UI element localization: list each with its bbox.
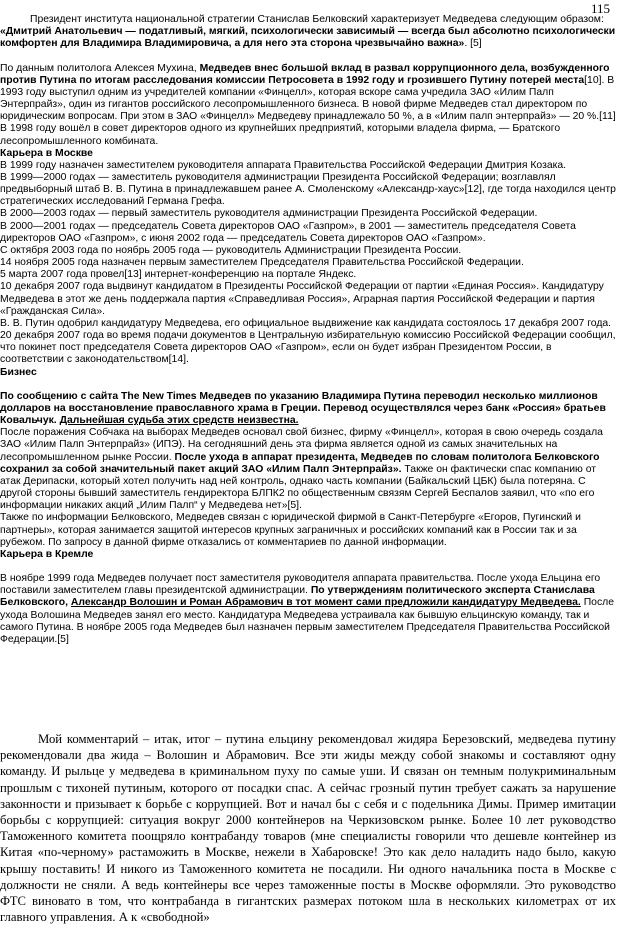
- career-item: 5 марта 2007 года провел[13] интернет-конференцию на портале Яндекс.: [0, 269, 357, 281]
- text-run: После поражения Собчака на выборах Медведев основал свой бизнес, фирму «Финцелл», которая в свою очередь создала ЗАО «Илим Палп Энтерпрайз» (ИПЭ). На сегодняшний день эта фирма является одной из самых значительных на лесопромышленном рынке России.: [0, 427, 603, 463]
- paragraph-new-times: [0, 391, 616, 427]
- bold-text: Медведев внес большой вклад в развал коррупционного дела, возбужденного против Путина по итогам расследования комиссии Петросовета в 1992 году и грозившего Путину потерей места: [0, 62, 610, 86]
- blank-line: [0, 50, 616, 62]
- paragraph-kremlin: [0, 573, 616, 646]
- career-item: В 2000—2001 годах — председатель Совета директоров ОАО «Газпром», в 2001 — заместитель председателя Совета директоров ОАО «Газпром», с июня 2002 года — председатель Совета директоров ОАО «Газпром».: [0, 220, 576, 244]
- career-item: С октября 2003 года по ноябрь 2005 года — руководитель Администрации Президента России.: [0, 244, 462, 256]
- citation: . [5]: [464, 38, 482, 50]
- paragraph-bratsk: В 1998 году вошёл в совет директоров одного из крупнейших предприятий, которыми владела фирма, — Братского лесопромышленного комбината.: [0, 123, 561, 147]
- underlined-bold-text: Александр Волошин и Роман Абрамович в тот момент сами предложили кандидатуру Медведева.: [70, 597, 581, 609]
- heading-business: Бизнес: [0, 366, 37, 378]
- paragraph-belkovsky-quote: [0, 14, 616, 50]
- bold-text: По сообщению с сайта The New Times Медведев по указанию Владимира Путина переводил несколько миллионов долларов на восстановление православного храма в Греции. Перевод осуществлялся через банк «Россия» братьев Ковальчук.: [0, 390, 606, 427]
- text-run: После ухода Волошина Медведев занял его место. Кандидатура Медведева устраивала как бывшую ельцинскую команду, так и самого Путина. В ноябре 2005 года Медведев был назначен первым заместителем Председателя Правительства Российской Федерации.[5]: [0, 597, 614, 645]
- blank-line: [0, 561, 616, 573]
- career-item: В 1999 году назначен заместителем руководителя аппарата Правительства Российской Федерации Дмитрия Козака.: [0, 159, 567, 171]
- paragraph-fincell: [0, 427, 616, 512]
- underlined-bold-text: Дальнейшая судьба этих средств неизвестна.: [59, 415, 299, 427]
- career-item: В 2000—2003 годах — первый заместитель руководителя администрации Президента Российской Федерации.: [0, 208, 538, 220]
- text-run: По данным политолога Алексея Мухина,: [0, 62, 197, 74]
- text-run: Президент института национальной стратегии Станислав Белковский характеризует Медведева следующим образом:: [30, 14, 604, 25]
- paragraph-law-firm: Также по информации Белковского, Медведев связан с юридической фирмой в Санкт-Петербурге «Егоров, Пугинский и партнеры», которая занимается защитой интересов крупных заграничных и российских компаний как в России так и за рубежом. По запросу в данной фирме отказались от комментариев по данной информации.: [0, 512, 581, 548]
- paragraph-mukhin: [0, 63, 616, 124]
- career-item: 10 декабря 2007 года выдвинут кандидатом в Президенты Российской Федерации от партии «Единая Россия». Кандидатуру Медведева в этот же день поддержала партия «Справедливая Россия», Аграрная партия Российской Федерации и партия «Гражданская Сила».: [0, 281, 604, 317]
- bold-text: После ухода в аппарат президента, Медведев по словам политолога Белковского сохранил за собой значительный пакет акций ЗАО «Илим Палп Энтерпрайз».: [0, 451, 600, 475]
- page-number: 115: [590, 1, 610, 16]
- bold-quote: «Дмитрий Анатольевич — податливый, мягкий, психологически зависимый — всегда был абсолютно психологически комфортен для Владимира Владимировича, а для него эта сторона чрезвычайно важна»: [0, 26, 616, 50]
- career-item: 14 ноября 2005 года назначен первым заместителем Председателя Правительства Российской Федерации.: [0, 257, 524, 269]
- heading-career-moscow: Карьера в Москве: [0, 147, 93, 159]
- career-item: В 1999—2000 годах — заместитель руководителя администрации Президента Российской Федерации; возглавлял предвыборный штаб В. В. Путина в принадлежавшем ранее А. Смоленскому «Александр-хаус»[12], где тогда находился центр стратегических исследований Германа Грефа.: [0, 172, 616, 208]
- text-run: [10]. В 1993 году выступил одним из учредителей компании «Финцелл», которая вскоре сама учредила ЗАО «Илим Палп Энтерпрайз», один из гигантов российского лесопромышленного бизнеса. В новой фирме Медведев стал директором по юридическим вопросам. При этом в ЗАО «Финцелл» Медведеву принадлежало 50 %, а в «Илим палп энтерпрайз» — 20 %.[11]: [0, 74, 616, 123]
- comment-paragraph: Мой комментарий – итак, итог – путина ельцину рекомендовал жидяра Березовский, медведева путину рекомендовали два жида – Волошин и Абрамович. Все эти жиды между собой знакомы и составляют одну команду. И рыльце у медведева в криминальном пуху по самые уши. И связан он темным полукриминальным прошлым с тихоней путиным, которого от посадки спас. А сейчас грозный путин требует сажать за нарушение законности и призывает к борьбе с коррупцией. Вот и начал бы с себя и с подельника Димы. Пример имитации борьбы с коррупцией: ситуация вокруг 2000 контейнеров на Черкизовском рынке. Более 10 лет руководство Таможенного комитета поощряло контрабанду товаров (мне специалисты говорили что дешевле контейнер из Китая «по-черному» растаможить в Москве, нежели в Хабаровске! Это как дело наладить надо было, какую крышу поставить! И никого из Таможенного комитета не посадили. Ни одного начальника поста в Москве с должности не сняли. А ведь контейнеры все через таможенные посты в Москве оформляли. Это руководство ФТС виновато в том, что контрабанда в гигантских размерах потоком шла в нескольких километрах от их главного управления. А к «свободной»: [0, 732, 616, 925]
- bold-text: По утверждениям политического эксперта Станислава Белковского,: [0, 585, 595, 609]
- blank-line: [0, 379, 616, 391]
- article-body: [0, 14, 616, 646]
- text-run: Также он фактически спас компанию от атак Дерипаски, который хотел получить над ней контроль, однако часть компании (Байкальский ЦБК) была потеряна. С другой стороны бывший заместитель гендиректора БЛПК2 по общественным связям Сергей Беспалов заявил, что «по его информации никаких акций „Илим Палп“ у Медведева нет»[5].: [0, 463, 597, 512]
- career-item: 20 декабря 2007 года во время подачи документов в Центральную избирательную комиссию Российской Федерации сообщил, что покинет пост председателя Совета директоров ОАО «Газпром», если он будет избран Президентом России, в соответствии с законодательством[14].: [0, 330, 616, 366]
- heading-career-kremlin: Карьера в Кремле: [0, 548, 94, 560]
- text-run: В ноябре 1999 года Медведев получает пост заместителя руководителя аппарата правительства. После ухода Ельцина его поставили заместителем главы президентской администрации.: [0, 573, 601, 597]
- author-comment: [0, 731, 616, 925]
- career-item: В. В. Путин одобрил кандидатуру Медведева, его официальное выдвижение как кандидата состоялось 17 декабря 2007 года.: [0, 317, 612, 329]
